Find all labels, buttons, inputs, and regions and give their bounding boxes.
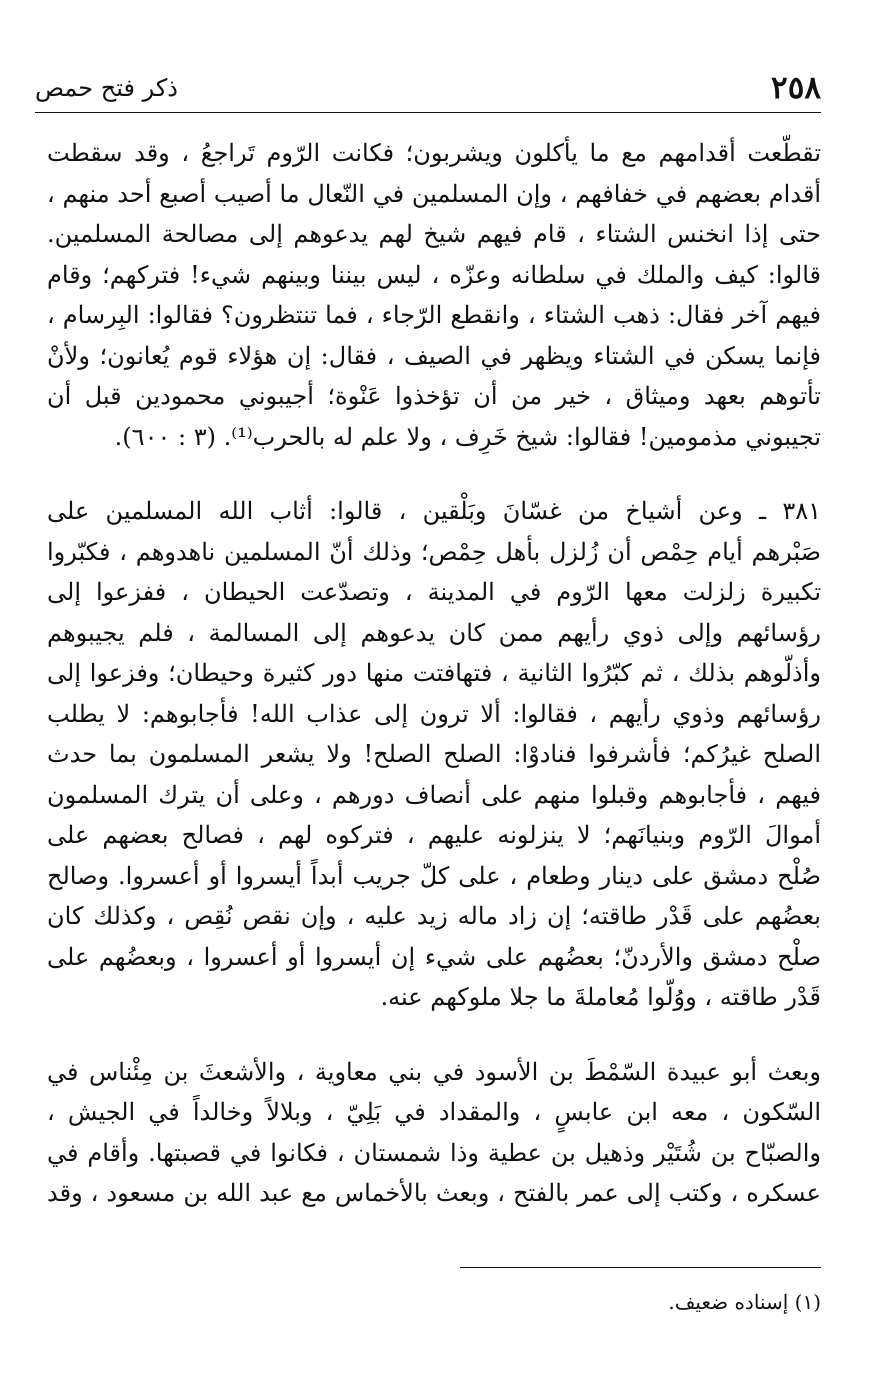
text-line: أموالَ الرّوم وبنيانَهم؛ لا ينزلونه عليهم ، فتركوه لهم ، فصالح بعضهم على	[47, 821, 821, 849]
text-line: وبعث أبو عبيدة السّمْطَ بن الأسود في بني معاوية ، والأشعثَ بن مِئْناس في	[47, 1057, 821, 1086]
text-line: قالوا: كيف والملك في سلطانه وعزّه ، ليس بيننا وبينهم شيء! فتركهم؛ وقام	[47, 260, 821, 289]
page-number: ٢٥٨	[771, 70, 821, 106]
text-line: فيهم ، فأجابوهم وقبلوا منهم على أنصاف دورهم ، وعلى أن يترك المسلمون	[47, 780, 821, 809]
paragraph-3	[47, 1052, 821, 1214]
text-line: والصبّاح بن شُتَيْر وذهيل بن عطية وذا شمستان ، فكانوا في قصبتها. وأقام في	[47, 1138, 821, 1167]
text-line: صَبْرهم أيام حِمْص أن زُلزل بأهل حِمْص؛ وذلك أنّ المسلمين ناهدوهم ، فكبّروا	[47, 537, 821, 566]
text-line: ٣٨١ ـ وعن أشياخ من غسّانَ وبَلْقين ، قالوا: أثاب الله المسلمين على	[47, 497, 821, 525]
text-line: رؤسائهم وإلى ذوي رأيهم ممن كان يدعوهم إلى المسالمة ، فلم يجيبوهم	[47, 618, 821, 647]
header-rule	[35, 112, 821, 113]
text-line: حتى إذا انخنس الشتاء ، قام فيهم شيخ لهم يدعوهم إلى مصالحة المسلمين.	[47, 220, 821, 248]
paragraph-gap	[47, 457, 821, 491]
text-line: أقدام بعضهم في خفافهم ، وإن المسلمين في النّعال ما أصيب أصبع أحد منهم ،	[47, 179, 821, 208]
text-line: عسكره ، وكتب إلى عمر بالفتح ، وبعث بالأخماس مع عبد الله بن مسعود ، وقد	[47, 1179, 821, 1207]
paragraph-1	[47, 133, 821, 457]
page-header	[35, 68, 821, 112]
text-line: الصلح غيرُكم؛ فأشرفوا فنادوْا: الصلح الصلح! ولا يشعر المسلمون بما حدث	[47, 740, 821, 768]
text-line: صلْح دمشق والأردنّ؛ بعضُهم على شيء إن أيسروا أو أعسروا ، وبعضُهم على	[47, 942, 821, 971]
text-line: تكبيرة زلزلت معها الرّوم في المدينة ، وتصدّعت الحيطان ، ففزعوا إلى	[47, 578, 821, 606]
text-line: قَدْر طاقته ، ووُلّوا مُعاملةَ ما جلا ملوكهم عنه.	[380, 983, 821, 1011]
running-title: ذكر فتح حمص	[35, 74, 178, 102]
text-line: تقطّعت أقدامهم مع ما يأكلون ويشربون؛ فكانت الرّوم تَراجعُ ، وقد سقطت	[47, 139, 821, 167]
text-line: وأذلّوهم بذلك ، ثم كبّرُوا الثانية ، فتهافتت منها دور كثيرة وحيطان؛ وفزعوا إلى	[47, 659, 821, 687]
text-line: فإنما يسكن في الشتاء ويظهر في الصيف ، فقال: إن هؤلاء قوم يُعانون؛ ولأنْ	[47, 341, 821, 370]
text-line: السّكون ، معه ابن عابسٍ ، والمقداد في بَلِيّ ، وبلالاً وخالداً في الجيش ،	[47, 1098, 821, 1126]
text-line: تجيبوني مذمومين! فقالوا: شيخ خَرِف ، ولا علم له بالحرب⁽¹⁾. (٣ : ٦٠٠).	[114, 422, 821, 451]
paragraph-2	[47, 491, 821, 1018]
text-line: رؤسائهم وذوي رأيهم ، فقالوا: ألا ترون إلى عذاب الله! فأجابوهم: لا يطلب	[47, 699, 821, 728]
paragraph-gap	[47, 1018, 821, 1052]
text-line: صُلْح دمشق على دينار وطعام ، على كلّ جريب أبداً أيسروا أو أعسروا. وصالح	[47, 861, 821, 890]
body-text	[47, 133, 821, 1214]
footnote-rule	[460, 1267, 821, 1268]
text-line: بعضُهم على قَدْر طاقته؛ إن زاد ماله زيد عليه ، وإن نقص نُقِص ، وكذلك كان	[47, 902, 821, 930]
text-line: تأتوهم بعهد وميثاق ، خير من أن تؤخذوا عَنْوة؛ أجيبوني محمودين قبل أن	[47, 382, 821, 410]
text-line: فيهم آخر فقال: ذهب الشتاء ، وانقطع الرّجاء ، فما تنتظرون؟ فقالوا: البِرسام ،	[47, 301, 821, 329]
footnote: (١) إسناده ضعيف.	[668, 1290, 821, 1314]
